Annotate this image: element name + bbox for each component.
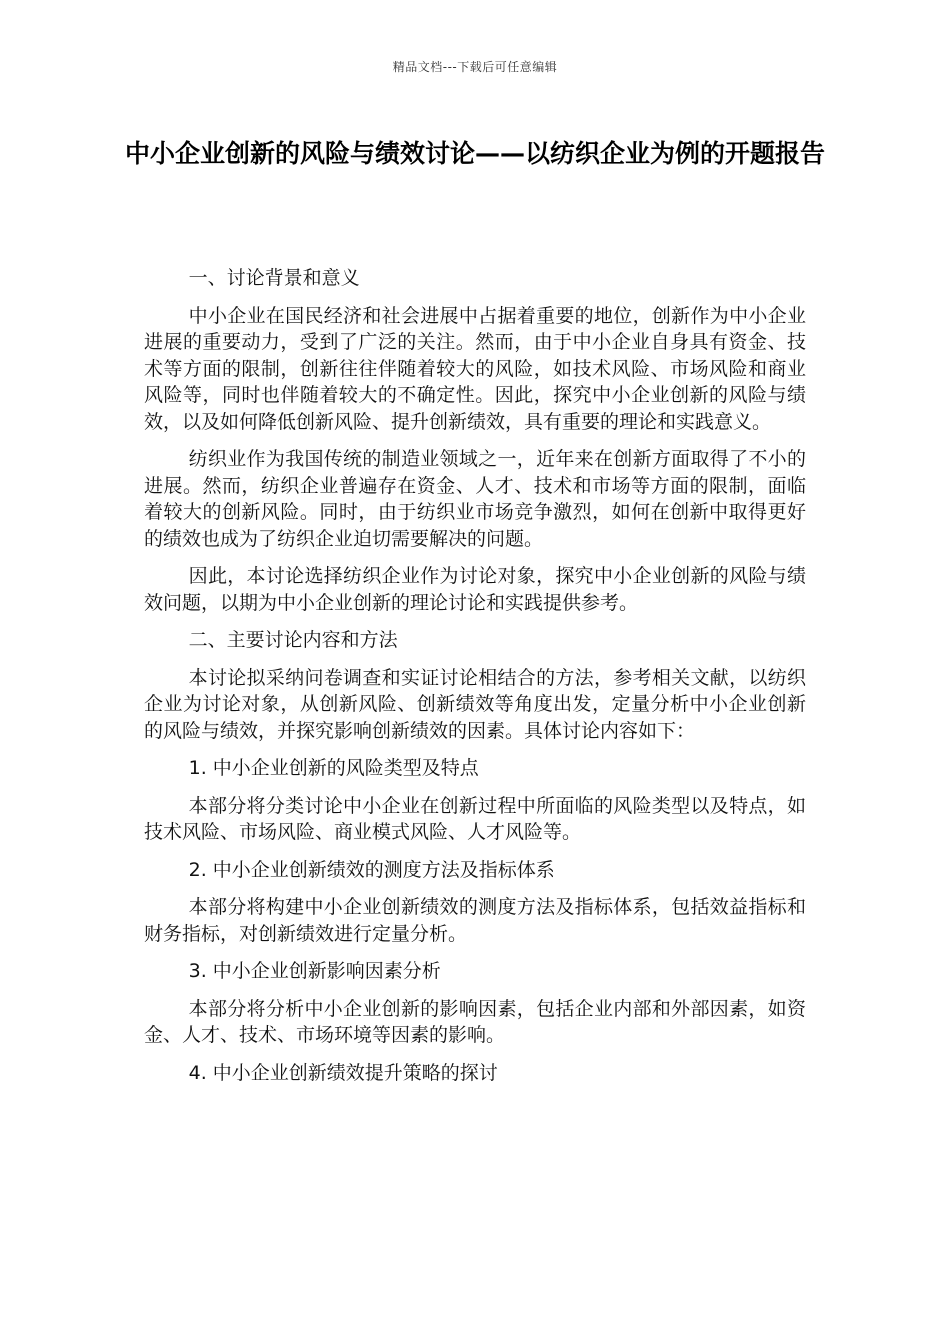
paragraph: 本部分将分类讨论中小企业在创新过程中所面临的风险类型以及特点，如技术风险、市场风险、商业模式风险、人才风险等。	[144, 794, 806, 843]
section-heading-background: 一、讨论背景和意义	[188, 267, 360, 289]
item-heading-1: 1. 中小企业创新的风险类型及特点	[188, 757, 479, 779]
paragraph: 本讨论拟采纳问卷调查和实证讨论相结合的方法，参考相关文献，以纺织企业为讨论对象，从创新风险、创新绩效等角度出发，定量分析中小企业创新的风险与绩效，并探究影响创新绩效的因素。具体讨论内容如下：	[144, 666, 806, 742]
document-title: 中小企业创新的风险与绩效讨论——以纺织企业为例的开题报告	[124, 139, 825, 168]
paragraph: 中小企业在国民经济和社会进展中占据着重要的地位，创新作为中小企业进展的重要动力，受到了广泛的关注。然而，由于中小企业自身具有资金、技术等方面的限制，创新往往伴随着较大的风险，如技术风险、市场风险和商业风险等，同时也伴随着较大的不确定性。因此，探究中小企业创新的风险与绩效，以及如何降低创新风险、提升创新绩效，具有重要的理论和实践意义。	[144, 304, 806, 433]
paragraph: 因此，本讨论选择纺织企业作为讨论对象，探究中小企业创新的风险与绩效问题，以期为中小企业创新的理论讨论和实践提供参考。	[144, 565, 806, 614]
item-heading-2: 2. 中小企业创新绩效的测度方法及指标体系	[188, 858, 555, 881]
document-body	[144, 265, 806, 1097]
paragraph: 本部分将分析中小企业创新的影响因素，包括企业内部和外部因素，如资金、人才、技术、市场环境等因素的影响。	[144, 997, 806, 1046]
item-heading-4: 4. 中小企业创新绩效提升策略的探讨	[188, 1061, 498, 1084]
item-heading-3: 3. 中小企业创新影响因素分析	[188, 960, 441, 982]
paragraph: 纺织业作为我国传统的制造业领域之一，近年来在创新方面取得了不小的进展。然而，纺织企业普遍存在资金、人才、技术和市场等方面的限制，面临着较大的创新风险。同时，由于纺织业市场竞争激烈，如何在创新中取得更好的绩效也成为了纺织企业迫切需要解决的问题。	[144, 448, 806, 550]
header-note: 精品文档---下载后可任意编辑	[392, 60, 558, 74]
paragraph: 本部分将构建中小企业创新绩效的测度方法及指标体系，包括效益指标和财务指标，对创新绩效进行定量分析。	[144, 896, 806, 945]
section-heading-content-methods: 二、主要讨论内容和方法	[188, 629, 398, 651]
